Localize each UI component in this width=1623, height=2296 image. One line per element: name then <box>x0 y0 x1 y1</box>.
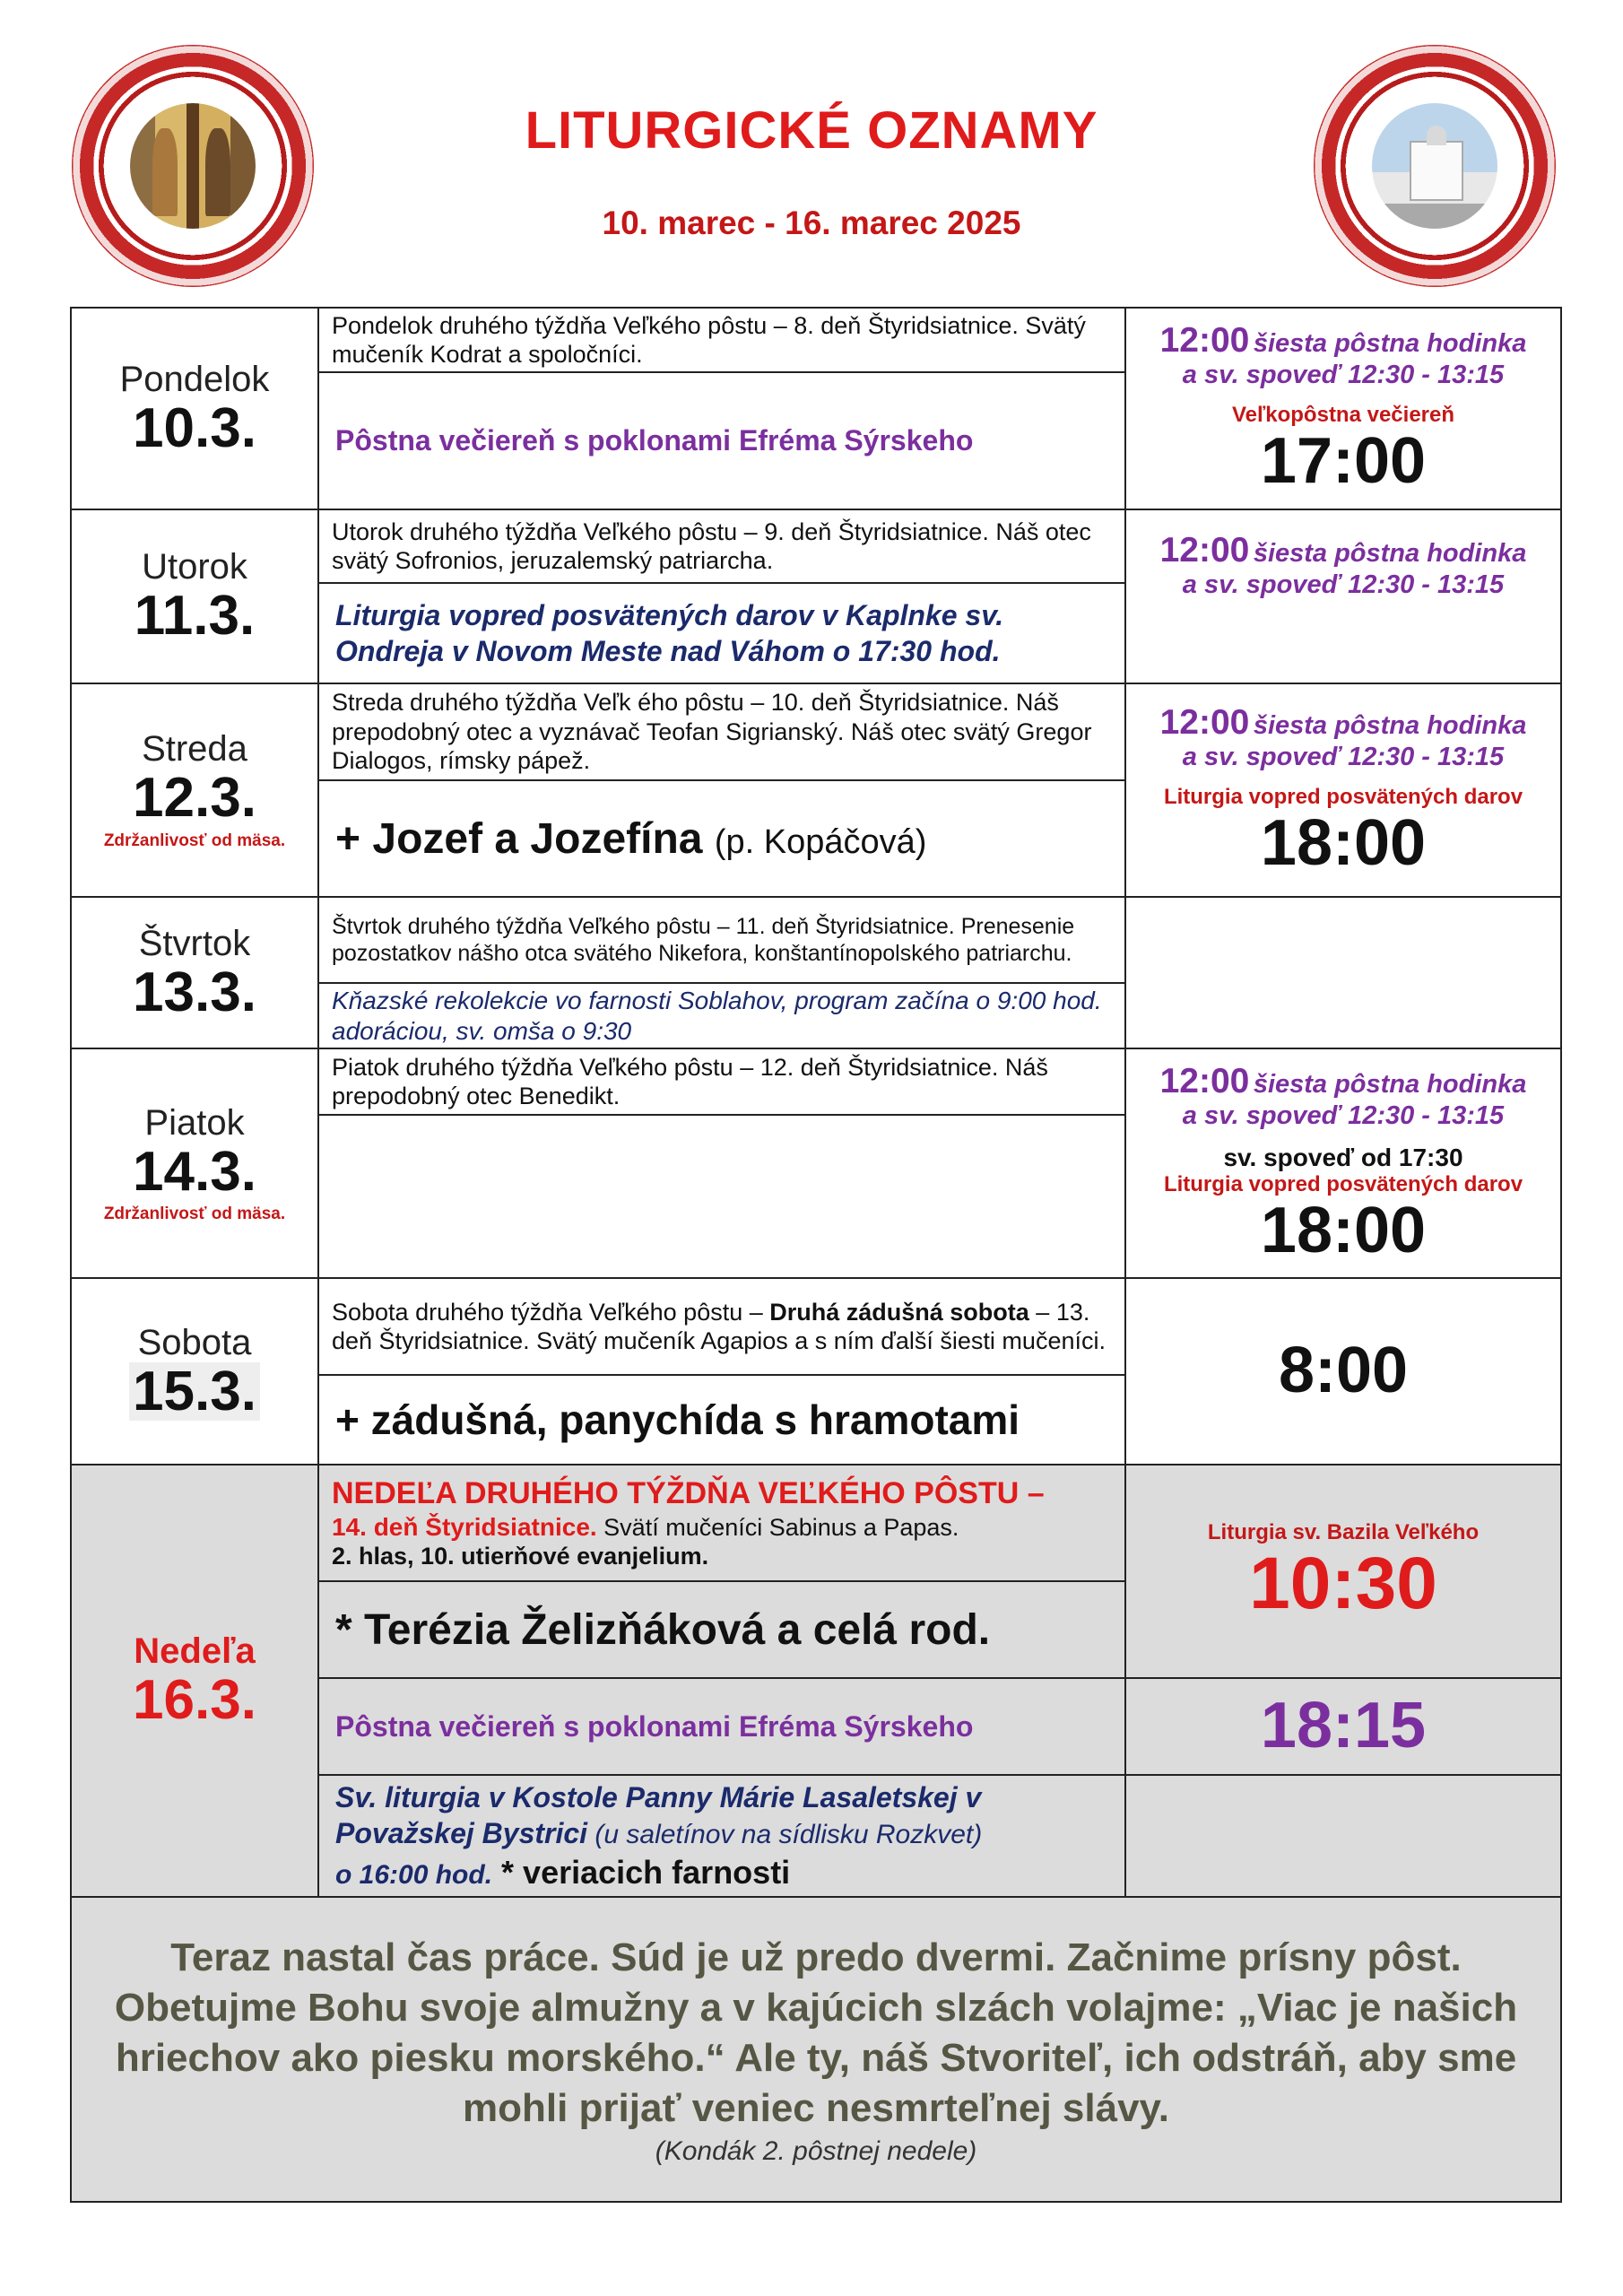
event-time: 8:00 <box>1278 1335 1409 1407</box>
event-label: Liturgia sv. Bazila Veľkého <box>1207 1520 1480 1545</box>
event-time: 18:00 <box>1260 1194 1427 1266</box>
voice: 2. hlas, 10. utierňové evanjelium. <box>332 1543 709 1570</box>
day-name: Sobota <box>137 1322 252 1362</box>
day-date: 13.3. <box>133 961 256 1024</box>
day-name: Utorok <box>142 547 247 587</box>
hour-text: šiesta pôstna hodinka <box>1253 538 1527 568</box>
quote-text: Teraz nastal čas práce. Súd je už predo dvermi. Začnime prísny pôst. Obetujme Bohu svoje almužny a v kajúcich slzách volajme: „Viac je našich hriechov ako piesku morského.“ Ale ty, náš Stvoriteľ, ich odstráň, aby sme mohli prijať veniec nesmrteľnej slávy. <box>114 1935 1518 2130</box>
service: Pôstna večiereň s poklonami Efréma Sýrskeho <box>318 1678 1125 1775</box>
event-time: 18:00 <box>1260 806 1427 879</box>
sunday-heading: NEDEĽA DRUHÉHO TÝŽDŇA VEĽKÉHO PÔSTU – <box>332 1475 1045 1510</box>
desc-part: – 13. deň Štyridsiatnice. Svätý mučeník Agapios a s ním ďalší šiesti mučeníci. <box>332 1298 1106 1355</box>
time-cell-empty <box>1125 1775 1561 1897</box>
day-description: Streda druhého týždňa Veľk ého pôstu – 10. deň Štyridsiatnice. Náš prepodobný otec a vyznávač Teofan Sigrianský. Náš otec svätý Gregor Dialogos, rímsky pápež. <box>318 683 1125 780</box>
day-name: Nedeľa <box>134 1631 256 1672</box>
page-title: LITURGICKÉ OZNAMY <box>525 101 1098 160</box>
saints-icon-medallion <box>72 45 314 287</box>
desc-part: Sobota druhého týždňa Veľkého pôstu – <box>332 1298 770 1326</box>
abstinence-note: Zdržanlivosť od mäsa. <box>103 831 286 850</box>
hour-text: šiesta pôstna hodinka <box>1253 329 1527 359</box>
day-name: Streda <box>142 729 247 770</box>
day-cell <box>71 897 318 1048</box>
day-description <box>318 1465 1125 1581</box>
day-date: 15.3. <box>129 1362 260 1421</box>
tuesday-row <box>71 509 1561 583</box>
service-place: Sv. liturgia v Kostole Panny Márie Lasaletskej v Považskej Bystrici <box>335 1781 982 1850</box>
hour-text: šiesta pôstna hodinka <box>1253 710 1527 740</box>
desc-part: Svätí mučeníci Sabinus a Papas. <box>596 1513 959 1541</box>
time-cell <box>1125 1465 1561 1678</box>
time-cell <box>1125 1278 1561 1465</box>
service: Kňazské rekolekcie vo farnosti Soblahov, program začína o 9:00 hod. adoráciou, sv. omša o 9:30 <box>318 983 1125 1048</box>
wednesday-row <box>71 683 1561 780</box>
day-cell <box>71 1048 318 1278</box>
day-description: Piatok druhého týždňa Veľkého pôstu – 12. deň Štyridsiatnice. Náš prepodobný otec Benedikt. <box>318 1048 1125 1115</box>
day-date: 14.3. <box>133 1140 256 1203</box>
day-cell <box>71 1278 318 1465</box>
intention-note: (p. Kopáčová) <box>714 822 927 861</box>
sunday-heading-2: 14. deň Štyridsiatnice. <box>332 1512 597 1541</box>
day-date: 16.3. <box>133 1669 256 1732</box>
day-cell <box>71 1465 318 1897</box>
abstinence-note: Zdržanlivosť od mäsa. <box>103 1204 286 1223</box>
event-time: 18:15 <box>1260 1690 1427 1762</box>
time-cell <box>1125 509 1561 683</box>
day-cell <box>71 683 318 897</box>
time-cell <box>1125 308 1561 509</box>
day-cell <box>71 509 318 683</box>
event-time: 17:00 <box>1260 425 1427 498</box>
date-range: 10. marec - 16. marec 2025 <box>602 204 1021 241</box>
hour-time: 12:00 <box>1159 321 1250 361</box>
church-medallion <box>1314 45 1556 287</box>
event-time: 10:30 <box>1249 1543 1437 1625</box>
service: * Terézia Želizňáková a celá rod. <box>318 1581 1125 1678</box>
monday-row <box>71 308 1561 372</box>
day-description <box>318 1278 1125 1375</box>
intention: + Jozef a Jozefína <box>335 814 703 863</box>
quote-source: (Kondák 2. pôstnej nedele) <box>655 2136 977 2167</box>
day-description: Utorok druhého týždňa Veľkého pôstu – 9. deň Štyridsiatnice. Náš otec svätý Sofronios, jeruzalemský patriarcha. <box>318 509 1125 583</box>
event-label: Veľkopôstna večiereň <box>1231 403 1455 428</box>
service: Liturgia vopred posvätených darov v Kaplnke sv. Ondreja v Novom Meste nad Váhom o 17:30 hod. <box>318 583 1125 683</box>
event-label: Liturgia vopred posvätených darov <box>1163 1171 1523 1196</box>
desc-bold: Druhá zádušná sobota <box>769 1298 1029 1326</box>
day-date: 10.3. <box>133 396 256 459</box>
thursday-row <box>71 897 1561 983</box>
hour-time: 12:00 <box>1159 1061 1250 1100</box>
confession-time: a sv. spoveď 12:30 - 13:15 <box>1182 361 1505 390</box>
quote-box <box>71 1897 1561 2202</box>
day-name: Štvrtok <box>138 924 251 964</box>
time-cell <box>1125 1048 1561 1278</box>
service <box>318 780 1125 897</box>
service <box>318 1775 1125 1897</box>
service-empty <box>318 1115 1125 1278</box>
time-cell-empty <box>1125 897 1561 1048</box>
intention: * veriacich farnosti <box>492 1853 791 1891</box>
extra-confession: sv. spoveď od 17:30 <box>1223 1143 1463 1171</box>
day-date: 12.3. <box>133 767 256 830</box>
hour-time: 12:00 <box>1159 702 1250 742</box>
service: Pôstna večiereň s poklonami Efréma Sýrskeho <box>318 372 1125 509</box>
day-name: Piatok <box>144 1102 245 1143</box>
day-description: Štvrtok druhého týždňa Veľkého pôstu – 11. deň Štyridsiatnice. Prenesenie pozostatkov nášho otca svätého Nikefora, konštantínopolského patriarchu. <box>318 897 1125 983</box>
saturday-row <box>71 1278 1561 1375</box>
service-place-note: (u saletínov na sídlisku Rozkvet) <box>587 1820 983 1850</box>
time-cell <box>1125 1678 1561 1775</box>
schedule-table <box>70 307 1562 2203</box>
day-name: Pondelok <box>119 359 270 399</box>
friday-row <box>71 1048 1561 1115</box>
hour-time: 12:00 <box>1159 530 1250 570</box>
time-cell <box>1125 683 1561 897</box>
event-label: Liturgia vopred posvätených darov <box>1163 784 1523 809</box>
hour-text: šiesta pôstna hodinka <box>1253 1069 1527 1099</box>
day-cell <box>71 308 318 509</box>
day-description: Pondelok druhého týždňa Veľkého pôstu – 8. deň Štyridsiatnice. Svätý mučeník Kodrat a spoločníci. <box>318 308 1125 372</box>
day-date: 11.3. <box>134 585 256 648</box>
sunday-row <box>71 1465 1561 1581</box>
confession-time: a sv. spoveď 12:30 - 13:15 <box>1182 742 1505 771</box>
confession-time: a sv. spoveď 12:30 - 13:15 <box>1182 570 1505 599</box>
service: + zádušná, panychída s hramotami <box>318 1375 1125 1465</box>
confession-time: a sv. spoveď 12:30 - 13:15 <box>1182 1100 1505 1130</box>
service-time: o 16:00 hod. <box>335 1859 493 1890</box>
